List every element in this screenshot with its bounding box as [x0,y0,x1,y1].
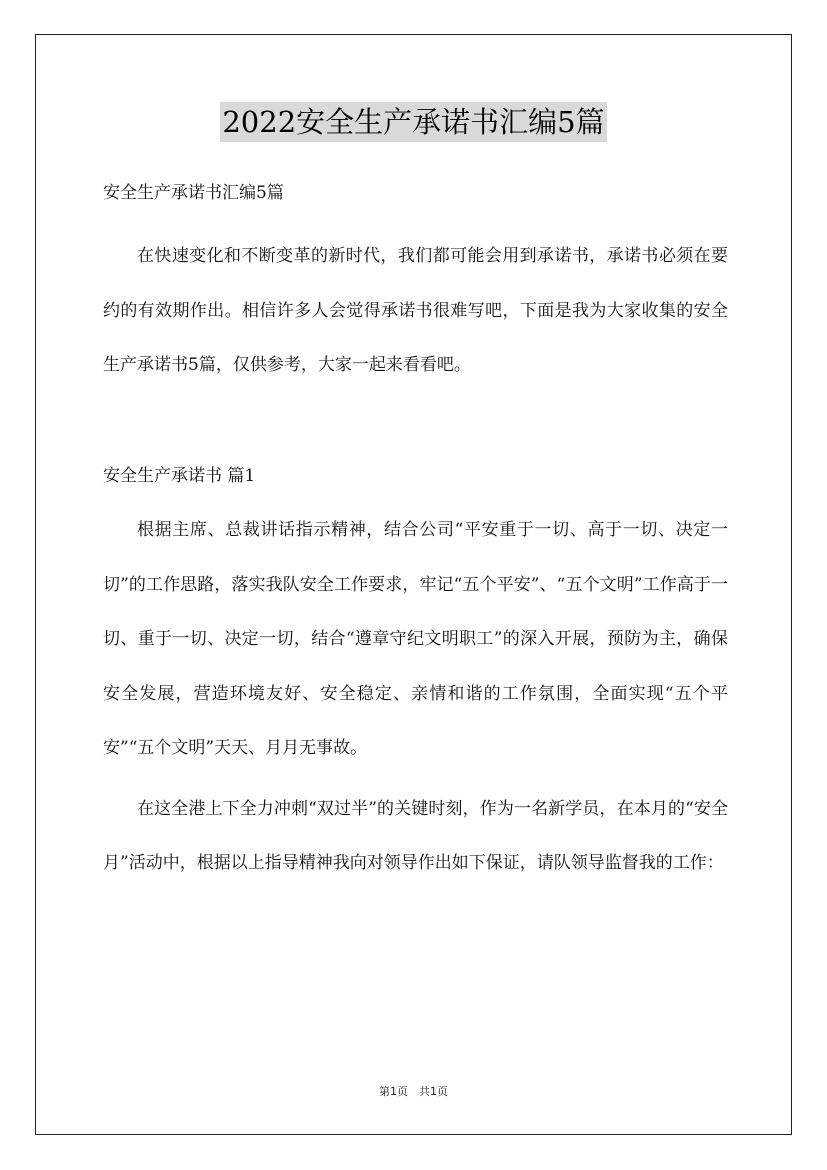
document-title: 2022安全生产承诺书汇编5篇 [220,102,606,142]
document-body [103,175,728,891]
body-paragraph-2: 在这全港上下全力冲刺“双过半”的关键时刻，作为一名新学员，在本月的“安全月”活动中，根据以上指导精神我向对领导作出如下保证，请队领导监督我的工作： [103,798,728,873]
title-container [0,102,827,142]
page-footer: 第1页 共1页 [379,1085,448,1098]
intro-paragraph: 在快速变化和不断变革的新时代，我们都可能会用到承诺书，承诺书必须在要约的有效期作出。相信许多人会觉得承诺书很难写吧，下面是我为大家收集的安全生产承诺书5篇，仅供参考，大家一起来看看吧。 [103,246,728,375]
document-subtitle: 安全生产承诺书汇编5篇 [103,183,284,203]
section-spacer [103,393,728,449]
body-paragraph-1: 根据主席、总裁讲话指示精神，结合公司“平安重于一切、高于一切、决定一切”的工作思路，落实我队安全工作要求，牢记“五个平安”、“五个文明”工作高于一切、重于一切、决定一切，结合“遵章守纪文明职工”的深入开展，预防为主，确保安全发展，营造环境友好、安全稳定、亲情和谐的工作氛围，全面实现“五个平安”“五个文明”天天、月月无事故。 [103,520,728,758]
section-heading: 安全生产承诺书 篇1 [103,465,256,486]
